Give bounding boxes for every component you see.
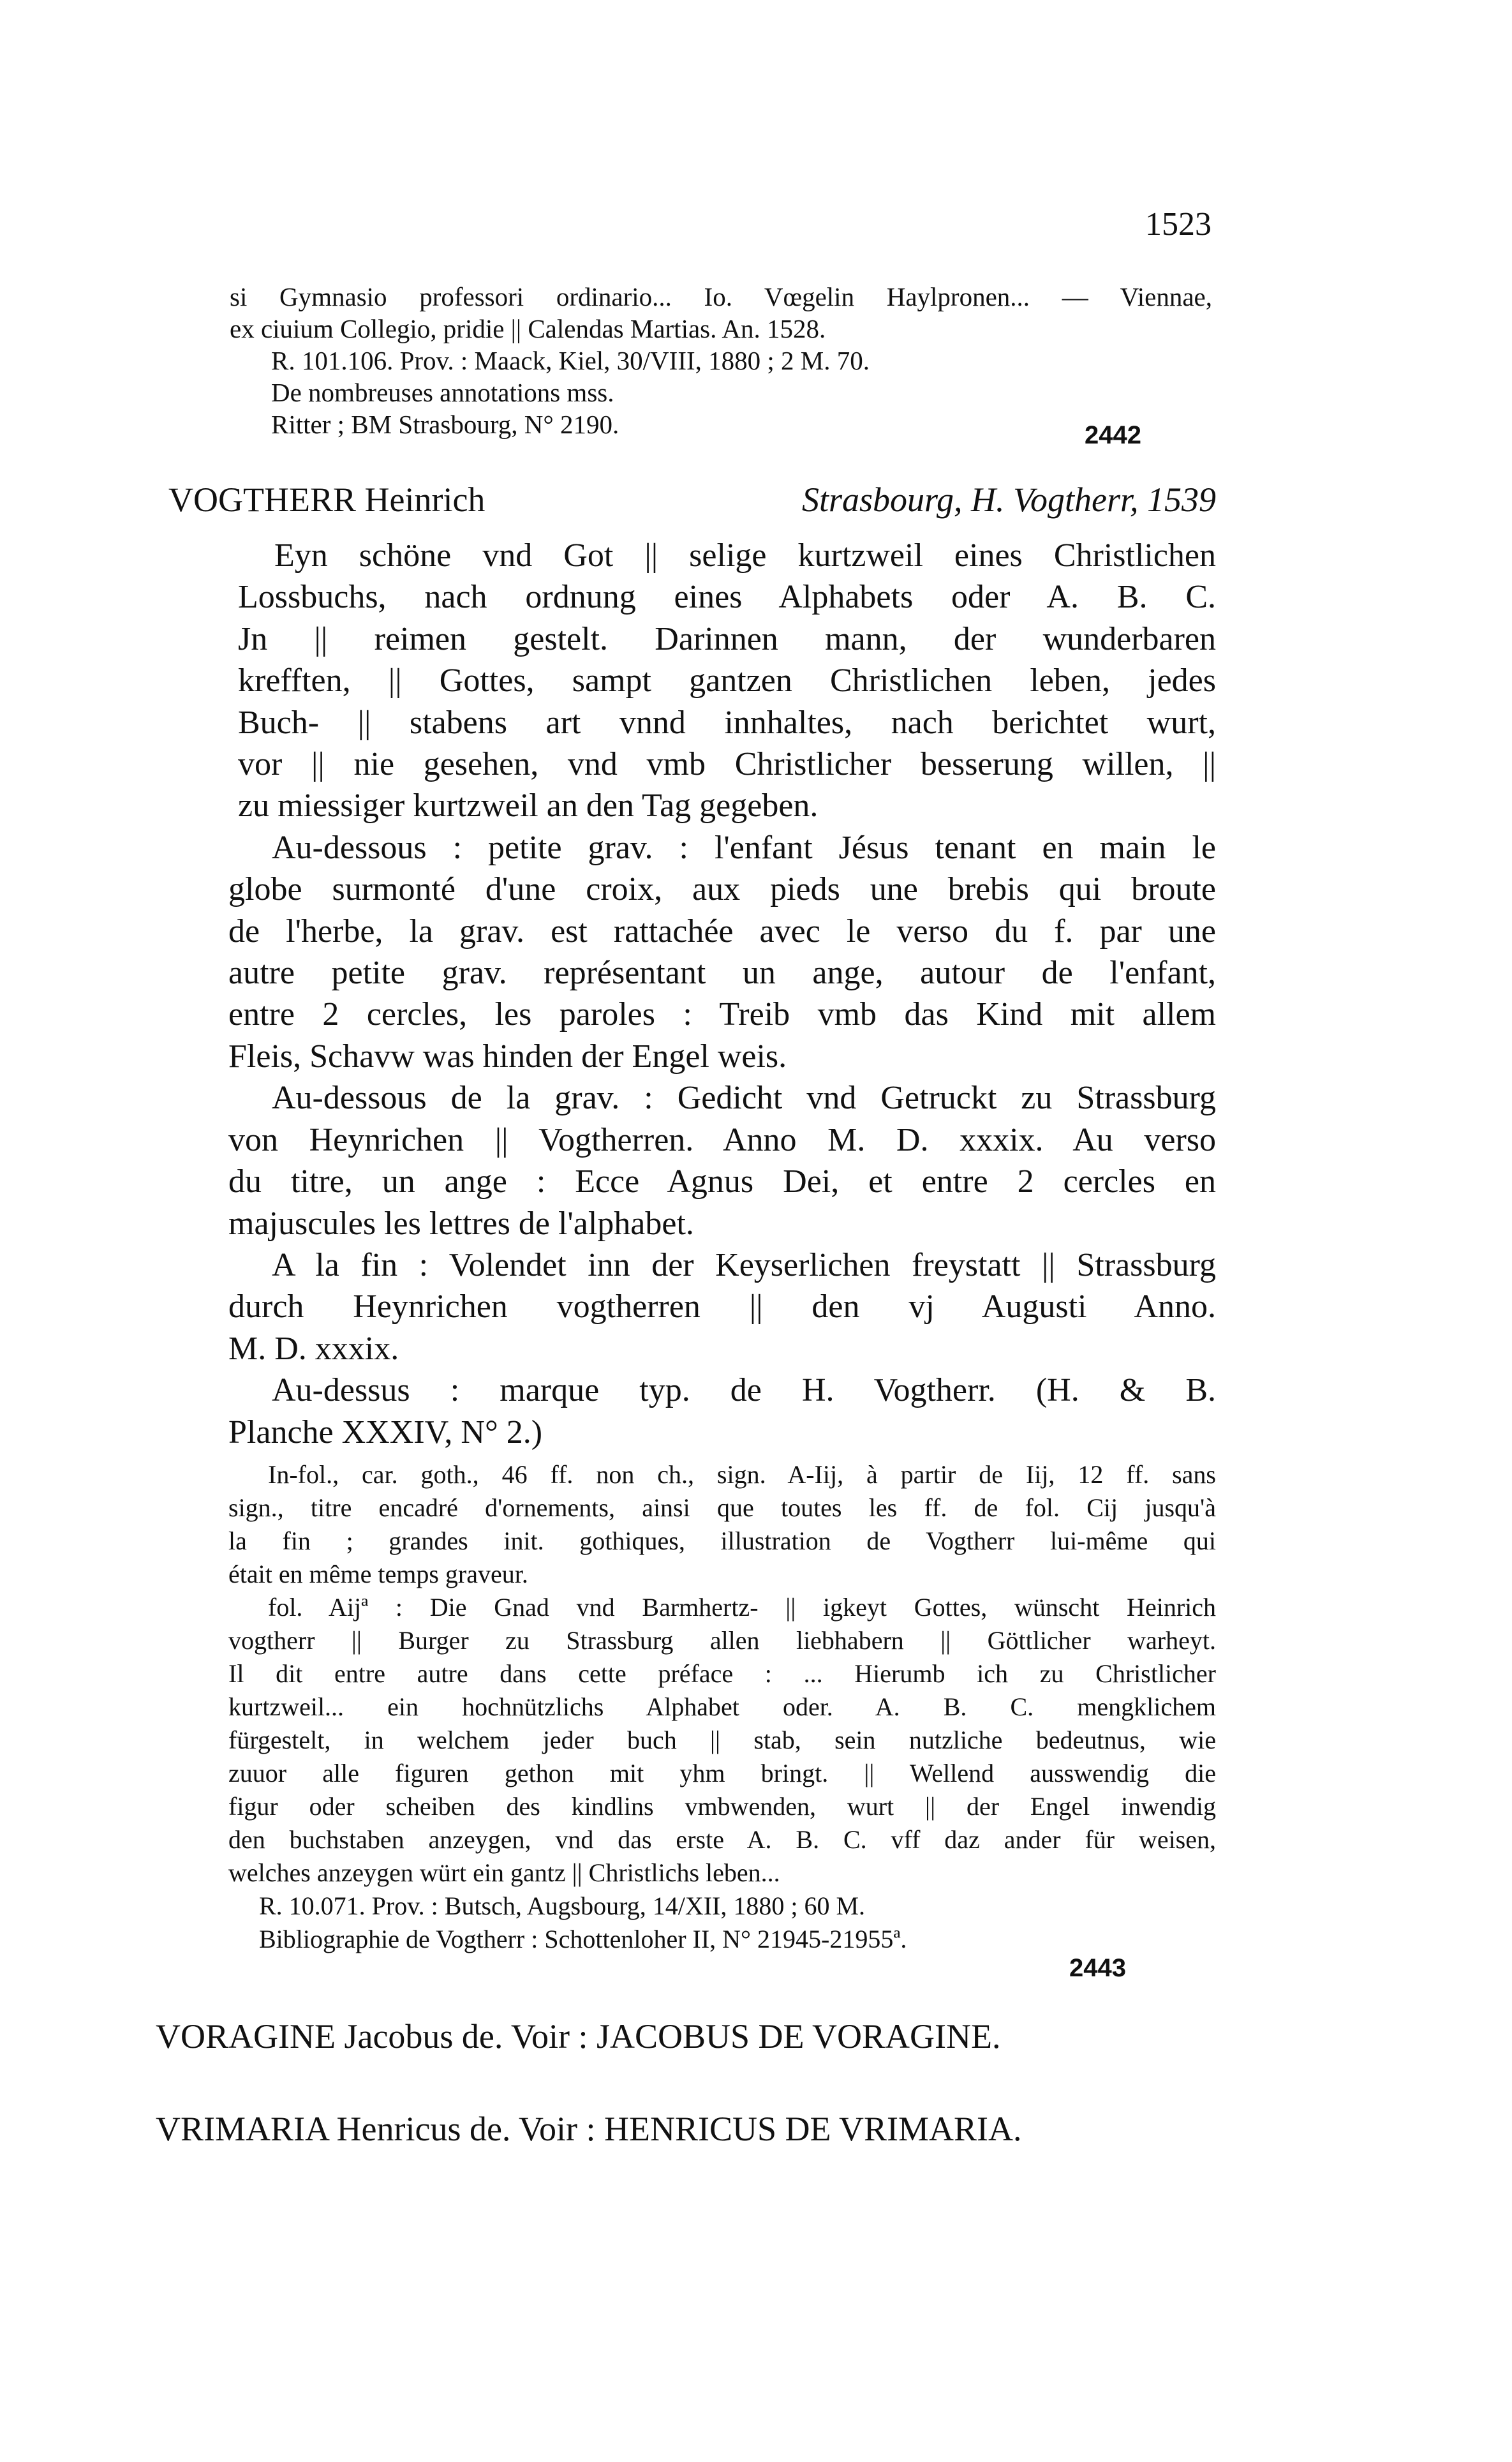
- prev-entry-line: si Gymnasio professori ordinario... Io. Vœgelin Haylpronen... — Viennae,: [230, 282, 1212, 311]
- para-line: de l'herbe, la grav. est rattachée avec le verso du f. par une: [228, 913, 1216, 950]
- title-block: [274, 535, 1216, 576]
- paragraph-au-dessus: [228, 1369, 1216, 1453]
- title-line: zu miessiger kurtzweil an den Tag gegeben.: [238, 787, 819, 824]
- para-line: Fleis, Schavw was hinden der Engel weis.: [228, 1038, 787, 1075]
- para-line: entre 2 cercles, les paroles : Treib vmb das Kind mit allem: [228, 996, 1216, 1033]
- para-line: du titre, un ange : Ecce Agnus Dei, et entre 2 cercles en: [228, 1163, 1216, 1200]
- note-line: welches anzeygen würt ein gantz || Christlichs leben...: [228, 1858, 780, 1887]
- page-number: 1523: [1145, 206, 1212, 242]
- prev-entry-line: De nombreuses annotations mss.: [271, 378, 614, 407]
- reference-line: R. 10.071. Prov. : Butsch, Augsbourg, 14/XII, 1880 ; 60 M.: [259, 1891, 866, 1920]
- para-line: globe surmonté d'une croix, aux pieds une brebis qui broute: [228, 871, 1216, 908]
- author-name: VOGTHERR Heinrich: [168, 481, 485, 519]
- note-line: In-fol., car. goth., 46 ff. non ch., sign. A-Iij, à partir de Iij, 12 ff. sans: [268, 1460, 1216, 1489]
- para-line: von Heynrichen || Vogtherren. Anno M. D. xxxix. Au verso: [228, 1121, 1216, 1158]
- title-line: Buch- || stabens art vnnd innhaltes, nach berichtet wurt,: [238, 704, 1216, 741]
- cross-reference: VORAGINE Jacobus de. Voir : JACOBUS DE VORAGINE.: [156, 2017, 1001, 2055]
- para-line: M. D. xxxix.: [228, 1330, 399, 1367]
- para-line: A la fin : Volendet inn der Keyserlichen freystatt || Strassburg: [272, 1246, 1216, 1283]
- title-line: Eyn schöne vnd Got || selige kurtzweil eines Christlichen: [274, 537, 1216, 574]
- paragraph-au-dessous: [228, 827, 1216, 1077]
- note-line: la fin ; grandes init. gothiques, illustration de Vogtherr lui-même qui: [228, 1526, 1216, 1555]
- paragraph-a-la-fin: [228, 1244, 1216, 1369]
- bibliography-line: Bibliographie de Vogtherr : Schottenloher II, N° 21945-21955ª.: [259, 1925, 907, 1953]
- title-block-cont: [238, 576, 1216, 826]
- collation-notes: [228, 1458, 1216, 1956]
- prev-entry-line: R. 101.106. Prov. : Maack, Kiel, 30/VIII, 1880 ; 2 M. 70.: [271, 346, 870, 375]
- paragraph-au-dessous-grav: [228, 1077, 1216, 1244]
- entry-body: [228, 535, 1216, 1453]
- para-line: majuscules les lettres de l'alphabet.: [228, 1205, 694, 1242]
- note-line: kurtzweil... ein hochnützlichs Alphabet oder. A. B. C. mengklichem: [228, 1692, 1216, 1721]
- collation: [228, 1458, 1216, 1591]
- note-line: vogtherr || Burger zu Strassburg allen liebhabern || Göttlicher warheyt.: [228, 1626, 1216, 1655]
- note-line: figur oder scheiben des kindlins vmbwenden, wurt || der Engel inwendig: [228, 1792, 1216, 1821]
- note-line: den buchstaben anzeygen, vnd das erste A. B. C. vff daz ander für weisen,: [228, 1825, 1216, 1854]
- para-line: Au-dessous : petite grav. : l'enfant Jésus tenant en main le: [272, 829, 1216, 866]
- entry-number: 2442: [1085, 421, 1141, 449]
- entry-number: 2443: [1069, 1954, 1126, 1982]
- cross-reference: VRIMARIA Henricus de. Voir : HENRICUS DE VRIMARIA.: [156, 2110, 1022, 2148]
- note-line: était en même temps graveur.: [228, 1560, 528, 1588]
- note-line: Il dit entre autre dans cette préface : ... Hierumb ich zu Christlicher: [228, 1659, 1216, 1688]
- prev-entry-tail: [230, 281, 1212, 440]
- para-line: Au-dessous de la grav. : Gedicht vnd Getruckt zu Strassburg: [272, 1080, 1216, 1117]
- para-line: durch Heynrichen vogtherren || den vj Augusti Anno.: [228, 1288, 1216, 1325]
- note-line: zuuor alle figuren gethon mit yhm bringt. || Wellend ausswendig die: [228, 1759, 1216, 1787]
- note-line: fürgestelt, in welchem jeder buch || stab, sein nutzliche bedeutnus, wie: [228, 1726, 1216, 1754]
- para-line: Au-dessus : marque typ. de H. Vogtherr. (H. & B.: [272, 1372, 1216, 1409]
- note-line: sign., titre encadré d'ornements, ainsi que toutes les ff. de fol. Cij jusqu'à: [228, 1493, 1216, 1522]
- para-line: autre petite grav. représentant un ange, autour de l'enfant,: [228, 955, 1216, 992]
- title-line: krefften, || Gottes, sampt gantzen Christlichen leben, jedes: [238, 662, 1216, 699]
- title-line: Jn || reimen gestelt. Darinnen mann, der wunderbaren: [238, 620, 1216, 657]
- imprint: Strasbourg, H. Vogtherr, 1539: [801, 481, 1216, 519]
- prev-entry-line: Ritter ; BM Strasbourg, N° 2190.: [271, 410, 619, 439]
- title-line: Lossbuchs, nach ordnung eines Alphabets oder A. B. C.: [238, 579, 1216, 616]
- para-line: Planche XXXIV, N° 2.): [228, 1414, 543, 1451]
- fol-note: [228, 1591, 1216, 1890]
- prev-entry-line: ex ciuium Collegio, pridie || Calendas Martias. An. 1528.: [230, 314, 826, 343]
- title-line: vor || nie gesehen, vnd vmb Christlicher besserung willen, ||: [238, 746, 1216, 783]
- entry-heading: [168, 480, 1216, 519]
- note-line: fol. Aijª : Die Gnad vnd Barmhertz- || igkeyt Gottes, wünscht Heinrich: [268, 1593, 1216, 1622]
